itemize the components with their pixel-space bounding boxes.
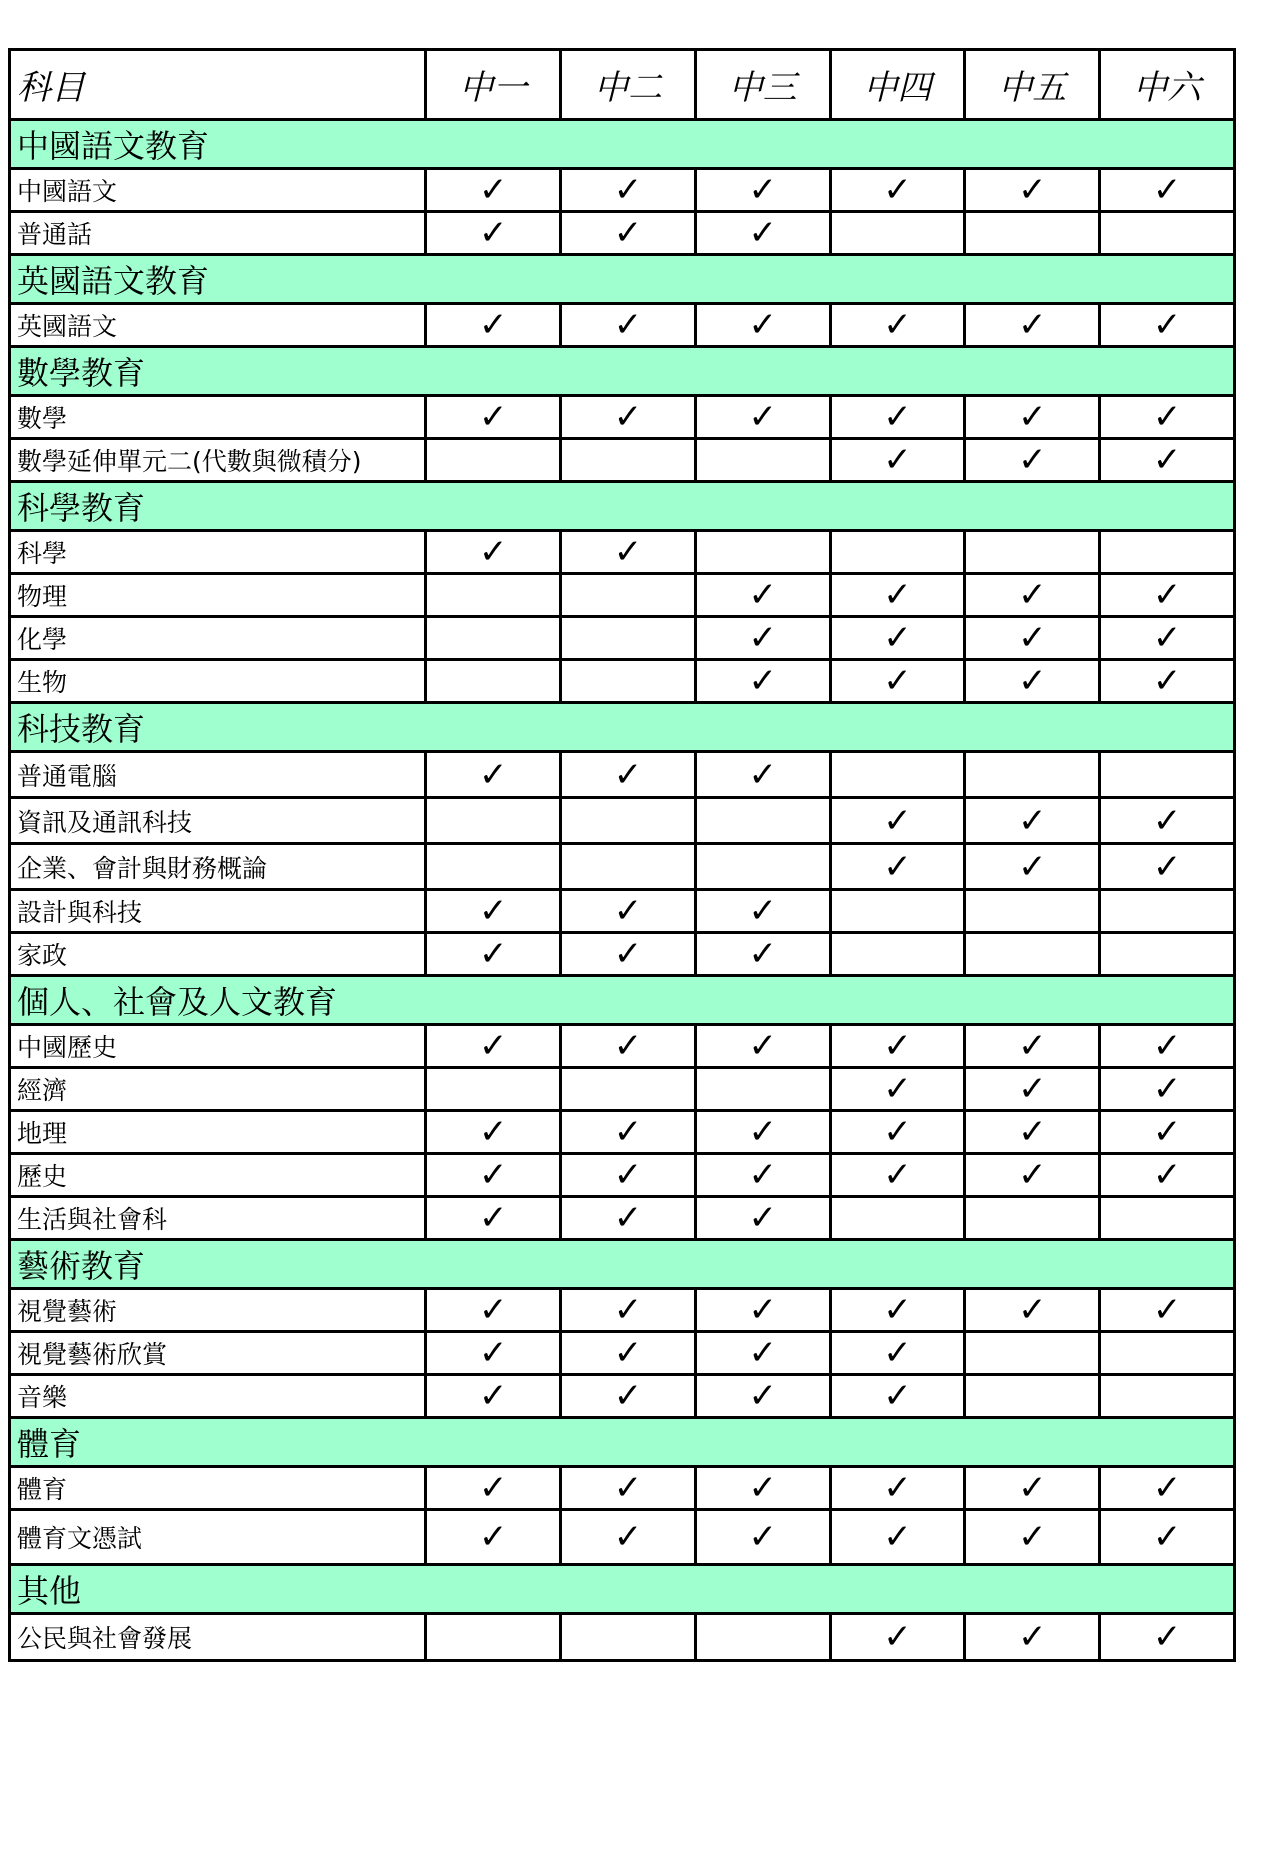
subject-name: 歷史 bbox=[10, 1154, 426, 1197]
category-title: 科學教育 bbox=[10, 482, 1235, 531]
category-title: 體育 bbox=[10, 1418, 1235, 1467]
subject-name: 科學 bbox=[10, 531, 426, 574]
check-mark-icon: ✓ bbox=[830, 617, 965, 660]
check-mark-icon: ✓ bbox=[1100, 798, 1235, 844]
check-mark-icon: ✓ bbox=[426, 1467, 561, 1510]
check-mark-icon: ✓ bbox=[1100, 574, 1235, 617]
empty-cell bbox=[1100, 752, 1235, 798]
category-title: 英國語文教育 bbox=[10, 255, 1235, 304]
form-column-header: 中五 bbox=[965, 50, 1100, 120]
subject-name: 普通電腦 bbox=[10, 752, 426, 798]
empty-cell bbox=[426, 844, 561, 890]
check-mark-icon: ✓ bbox=[561, 1332, 696, 1375]
subject-name: 化學 bbox=[10, 617, 426, 660]
category-row bbox=[10, 255, 1235, 304]
subject-name: 音樂 bbox=[10, 1375, 426, 1418]
empty-cell bbox=[426, 574, 561, 617]
check-mark-icon: ✓ bbox=[695, 1197, 830, 1240]
check-mark-icon: ✓ bbox=[830, 1614, 965, 1661]
empty-cell bbox=[695, 439, 830, 482]
check-mark-icon: ✓ bbox=[426, 531, 561, 574]
check-mark-icon: ✓ bbox=[965, 169, 1100, 212]
form-column-header: 中二 bbox=[561, 50, 696, 120]
check-mark-icon: ✓ bbox=[830, 1375, 965, 1418]
check-mark-icon: ✓ bbox=[561, 1111, 696, 1154]
subject-row bbox=[10, 1289, 1235, 1332]
check-mark-icon: ✓ bbox=[965, 574, 1100, 617]
header-row bbox=[10, 50, 1235, 120]
check-mark-icon: ✓ bbox=[965, 1025, 1100, 1068]
check-mark-icon: ✓ bbox=[1100, 1510, 1235, 1565]
check-mark-icon: ✓ bbox=[426, 1510, 561, 1565]
check-mark-icon: ✓ bbox=[695, 933, 830, 976]
subject-name: 英國語文 bbox=[10, 304, 426, 347]
category-title: 個人、社會及人文教育 bbox=[10, 976, 1235, 1025]
empty-cell bbox=[561, 798, 696, 844]
check-mark-icon: ✓ bbox=[426, 1332, 561, 1375]
check-mark-icon: ✓ bbox=[695, 1510, 830, 1565]
form-column-header: 中四 bbox=[830, 50, 965, 120]
check-mark-icon: ✓ bbox=[1100, 1154, 1235, 1197]
subject-row bbox=[10, 531, 1235, 574]
empty-cell bbox=[1100, 1375, 1235, 1418]
table-body bbox=[10, 120, 1235, 1661]
subject-name: 生活與社會科 bbox=[10, 1197, 426, 1240]
check-mark-icon: ✓ bbox=[830, 1068, 965, 1111]
check-mark-icon: ✓ bbox=[426, 752, 561, 798]
check-mark-icon: ✓ bbox=[1100, 1614, 1235, 1661]
subject-name: 中國歷史 bbox=[10, 1025, 426, 1068]
check-mark-icon: ✓ bbox=[426, 304, 561, 347]
subject-row bbox=[10, 304, 1235, 347]
category-title: 中國語文教育 bbox=[10, 120, 1235, 169]
check-mark-icon: ✓ bbox=[965, 1068, 1100, 1111]
check-mark-icon: ✓ bbox=[426, 1289, 561, 1332]
check-mark-icon: ✓ bbox=[965, 1510, 1100, 1565]
check-mark-icon: ✓ bbox=[830, 1289, 965, 1332]
subject-name: 地理 bbox=[10, 1111, 426, 1154]
empty-cell bbox=[965, 1332, 1100, 1375]
form-column-header: 中一 bbox=[426, 50, 561, 120]
subject-row bbox=[10, 1068, 1235, 1111]
check-mark-icon: ✓ bbox=[426, 933, 561, 976]
check-mark-icon: ✓ bbox=[1100, 396, 1235, 439]
check-mark-icon: ✓ bbox=[426, 1154, 561, 1197]
curriculum-table bbox=[8, 48, 1236, 1662]
check-mark-icon: ✓ bbox=[695, 890, 830, 933]
check-mark-icon: ✓ bbox=[830, 169, 965, 212]
check-mark-icon: ✓ bbox=[426, 1375, 561, 1418]
subject-name: 企業、會計與財務概論 bbox=[10, 844, 426, 890]
check-mark-icon: ✓ bbox=[561, 212, 696, 255]
check-mark-icon: ✓ bbox=[1100, 439, 1235, 482]
subject-name: 體育文憑試 bbox=[10, 1510, 426, 1565]
check-mark-icon: ✓ bbox=[695, 1375, 830, 1418]
check-mark-icon: ✓ bbox=[830, 1467, 965, 1510]
empty-cell bbox=[426, 617, 561, 660]
subject-name: 公民與社會發展 bbox=[10, 1614, 426, 1661]
check-mark-icon: ✓ bbox=[1100, 1068, 1235, 1111]
category-row bbox=[10, 1565, 1235, 1614]
check-mark-icon: ✓ bbox=[695, 1467, 830, 1510]
empty-cell bbox=[426, 1068, 561, 1111]
empty-cell bbox=[1100, 531, 1235, 574]
check-mark-icon: ✓ bbox=[965, 304, 1100, 347]
empty-cell bbox=[695, 844, 830, 890]
check-mark-icon: ✓ bbox=[561, 169, 696, 212]
empty-cell bbox=[830, 212, 965, 255]
check-mark-icon: ✓ bbox=[695, 212, 830, 255]
check-mark-icon: ✓ bbox=[695, 1332, 830, 1375]
subject-name: 體育 bbox=[10, 1467, 426, 1510]
check-mark-icon: ✓ bbox=[426, 1025, 561, 1068]
empty-cell bbox=[561, 1068, 696, 1111]
check-mark-icon: ✓ bbox=[695, 752, 830, 798]
check-mark-icon: ✓ bbox=[561, 396, 696, 439]
subject-row bbox=[10, 1025, 1235, 1068]
category-title: 科技教育 bbox=[10, 703, 1235, 752]
check-mark-icon: ✓ bbox=[830, 1332, 965, 1375]
check-mark-icon: ✓ bbox=[965, 844, 1100, 890]
check-mark-icon: ✓ bbox=[965, 1111, 1100, 1154]
check-mark-icon: ✓ bbox=[830, 574, 965, 617]
category-title: 其他 bbox=[10, 1565, 1235, 1614]
check-mark-icon: ✓ bbox=[1100, 1111, 1235, 1154]
category-title: 藝術教育 bbox=[10, 1240, 1235, 1289]
check-mark-icon: ✓ bbox=[695, 1154, 830, 1197]
empty-cell bbox=[830, 1197, 965, 1240]
check-mark-icon: ✓ bbox=[965, 1614, 1100, 1661]
check-mark-icon: ✓ bbox=[830, 1111, 965, 1154]
check-mark-icon: ✓ bbox=[561, 1154, 696, 1197]
empty-cell bbox=[561, 574, 696, 617]
subject-row bbox=[10, 1614, 1235, 1661]
subject-row bbox=[10, 1510, 1235, 1565]
check-mark-icon: ✓ bbox=[695, 396, 830, 439]
check-mark-icon: ✓ bbox=[1100, 304, 1235, 347]
empty-cell bbox=[830, 890, 965, 933]
check-mark-icon: ✓ bbox=[561, 890, 696, 933]
check-mark-icon: ✓ bbox=[830, 1025, 965, 1068]
check-mark-icon: ✓ bbox=[1100, 617, 1235, 660]
check-mark-icon: ✓ bbox=[965, 1289, 1100, 1332]
empty-cell bbox=[561, 1614, 696, 1661]
form-column-header: 中六 bbox=[1100, 50, 1235, 120]
check-mark-icon: ✓ bbox=[695, 574, 830, 617]
category-row bbox=[10, 482, 1235, 531]
empty-cell bbox=[830, 933, 965, 976]
empty-cell bbox=[965, 531, 1100, 574]
check-mark-icon: ✓ bbox=[426, 212, 561, 255]
subject-row bbox=[10, 574, 1235, 617]
subject-row bbox=[10, 396, 1235, 439]
empty-cell bbox=[561, 617, 696, 660]
subject-name: 數學延伸單元二(代數與微積分) bbox=[10, 439, 426, 482]
check-mark-icon: ✓ bbox=[830, 1510, 965, 1565]
category-title: 數學教育 bbox=[10, 347, 1235, 396]
check-mark-icon: ✓ bbox=[830, 660, 965, 703]
check-mark-icon: ✓ bbox=[1100, 844, 1235, 890]
check-mark-icon: ✓ bbox=[830, 1154, 965, 1197]
check-mark-icon: ✓ bbox=[1100, 1025, 1235, 1068]
check-mark-icon: ✓ bbox=[830, 844, 965, 890]
check-mark-icon: ✓ bbox=[695, 304, 830, 347]
empty-cell bbox=[695, 798, 830, 844]
subject-row bbox=[10, 1332, 1235, 1375]
category-row bbox=[10, 347, 1235, 396]
empty-cell bbox=[426, 660, 561, 703]
subject-name: 家政 bbox=[10, 933, 426, 976]
subject-row bbox=[10, 212, 1235, 255]
subject-row bbox=[10, 660, 1235, 703]
empty-cell bbox=[965, 1375, 1100, 1418]
empty-cell bbox=[965, 933, 1100, 976]
check-mark-icon: ✓ bbox=[1100, 1289, 1235, 1332]
check-mark-icon: ✓ bbox=[830, 396, 965, 439]
empty-cell bbox=[561, 660, 696, 703]
subject-name: 物理 bbox=[10, 574, 426, 617]
subject-row bbox=[10, 890, 1235, 933]
empty-cell bbox=[830, 531, 965, 574]
empty-cell bbox=[830, 752, 965, 798]
form-column-header: 中三 bbox=[695, 50, 830, 120]
check-mark-icon: ✓ bbox=[426, 890, 561, 933]
category-row bbox=[10, 976, 1235, 1025]
check-mark-icon: ✓ bbox=[695, 660, 830, 703]
subject-row bbox=[10, 798, 1235, 844]
subject-row bbox=[10, 752, 1235, 798]
empty-cell bbox=[1100, 890, 1235, 933]
empty-cell bbox=[1100, 933, 1235, 976]
empty-cell bbox=[965, 212, 1100, 255]
subject-row bbox=[10, 844, 1235, 890]
empty-cell bbox=[695, 1614, 830, 1661]
subject-row bbox=[10, 1467, 1235, 1510]
empty-cell bbox=[965, 752, 1100, 798]
check-mark-icon: ✓ bbox=[561, 933, 696, 976]
empty-cell bbox=[1100, 212, 1235, 255]
subject-name: 資訊及通訊科技 bbox=[10, 798, 426, 844]
check-mark-icon: ✓ bbox=[561, 1289, 696, 1332]
subject-name: 設計與科技 bbox=[10, 890, 426, 933]
check-mark-icon: ✓ bbox=[426, 1111, 561, 1154]
subject-name: 生物 bbox=[10, 660, 426, 703]
check-mark-icon: ✓ bbox=[1100, 660, 1235, 703]
empty-cell bbox=[426, 439, 561, 482]
check-mark-icon: ✓ bbox=[695, 169, 830, 212]
check-mark-icon: ✓ bbox=[965, 1467, 1100, 1510]
empty-cell bbox=[426, 798, 561, 844]
subject-name: 普通話 bbox=[10, 212, 426, 255]
check-mark-icon: ✓ bbox=[965, 660, 1100, 703]
subject-row bbox=[10, 933, 1235, 976]
check-mark-icon: ✓ bbox=[561, 304, 696, 347]
check-mark-icon: ✓ bbox=[426, 169, 561, 212]
subject-row bbox=[10, 1111, 1235, 1154]
subject-name: 視覺藝術 bbox=[10, 1289, 426, 1332]
check-mark-icon: ✓ bbox=[695, 1289, 830, 1332]
empty-cell bbox=[1100, 1197, 1235, 1240]
subject-row bbox=[10, 1197, 1235, 1240]
subject-name: 經濟 bbox=[10, 1068, 426, 1111]
check-mark-icon: ✓ bbox=[965, 1154, 1100, 1197]
check-mark-icon: ✓ bbox=[965, 617, 1100, 660]
category-row bbox=[10, 1418, 1235, 1467]
category-row bbox=[10, 1240, 1235, 1289]
subject-name: 中國語文 bbox=[10, 169, 426, 212]
check-mark-icon: ✓ bbox=[561, 531, 696, 574]
check-mark-icon: ✓ bbox=[561, 1467, 696, 1510]
empty-cell bbox=[1100, 1332, 1235, 1375]
subject-row bbox=[10, 617, 1235, 660]
check-mark-icon: ✓ bbox=[695, 617, 830, 660]
subject-name: 視覺藝術欣賞 bbox=[10, 1332, 426, 1375]
check-mark-icon: ✓ bbox=[830, 798, 965, 844]
check-mark-icon: ✓ bbox=[695, 1111, 830, 1154]
subject-column-header: 科目 bbox=[10, 50, 426, 120]
empty-cell bbox=[561, 844, 696, 890]
subject-row bbox=[10, 1375, 1235, 1418]
check-mark-icon: ✓ bbox=[561, 1197, 696, 1240]
subject-row bbox=[10, 169, 1235, 212]
check-mark-icon: ✓ bbox=[965, 798, 1100, 844]
check-mark-icon: ✓ bbox=[965, 396, 1100, 439]
check-mark-icon: ✓ bbox=[1100, 1467, 1235, 1510]
empty-cell bbox=[695, 531, 830, 574]
subject-row bbox=[10, 1154, 1235, 1197]
category-row bbox=[10, 703, 1235, 752]
check-mark-icon: ✓ bbox=[561, 1510, 696, 1565]
check-mark-icon: ✓ bbox=[426, 396, 561, 439]
check-mark-icon: ✓ bbox=[561, 1025, 696, 1068]
empty-cell bbox=[561, 439, 696, 482]
category-row bbox=[10, 120, 1235, 169]
check-mark-icon: ✓ bbox=[426, 1197, 561, 1240]
subject-name: 數學 bbox=[10, 396, 426, 439]
check-mark-icon: ✓ bbox=[965, 439, 1100, 482]
check-mark-icon: ✓ bbox=[561, 1375, 696, 1418]
check-mark-icon: ✓ bbox=[830, 439, 965, 482]
check-mark-icon: ✓ bbox=[1100, 169, 1235, 212]
check-mark-icon: ✓ bbox=[561, 752, 696, 798]
empty-cell bbox=[426, 1614, 561, 1661]
check-mark-icon: ✓ bbox=[695, 1025, 830, 1068]
subject-row bbox=[10, 439, 1235, 482]
empty-cell bbox=[695, 1068, 830, 1111]
empty-cell bbox=[965, 890, 1100, 933]
empty-cell bbox=[965, 1197, 1100, 1240]
check-mark-icon: ✓ bbox=[830, 304, 965, 347]
